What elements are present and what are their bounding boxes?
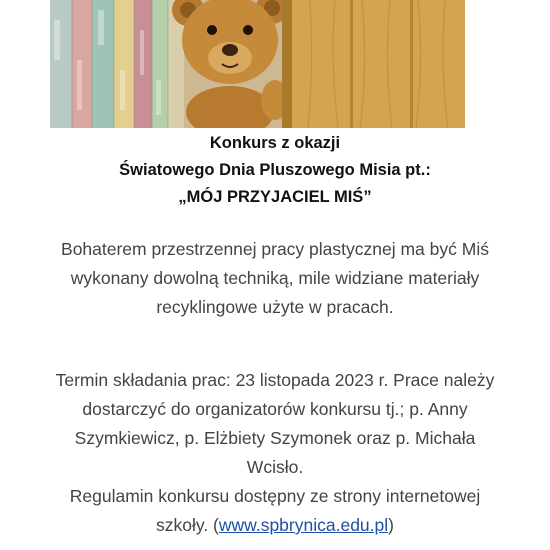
description-line-2: wykonany dowolną techniką, mile widziane materiały: [70, 268, 480, 288]
organizers-line-3: Wcisło.: [246, 457, 304, 477]
organizers-line-1: dostarczyć do organizatorów konkursu tj.; p. Anny: [82, 399, 468, 419]
deadline-line: Termin składania prac: 23 listopada 2023 r. Prace należy: [55, 370, 495, 390]
teddy-bear-photo: [50, 0, 465, 128]
contest-title-line-1: Konkurs z okazji: [209, 134, 341, 152]
organizers-line-2: Szymkiewicz, p. Elżbiety Szymonek oraz p. Michała: [74, 428, 476, 448]
rules-link-suffix: ): [388, 515, 394, 535]
description-line-1: Bohaterem przestrzennej pracy plastycznej ma być Miś: [61, 239, 489, 259]
rules-line: Regulamin konkursu dostępny ze strony internetowej: [69, 486, 481, 506]
contest-title-line-2: Światowego Dnia Pluszowego Misia pt.:: [119, 161, 431, 179]
description-line-3: recyklingowe użyte w pracach.: [156, 297, 394, 317]
school-website-link[interactable]: www.spbrynica.edu.pl: [218, 515, 389, 535]
rules-link-prefix: szkoły. (: [156, 515, 219, 535]
rules-link-line: [0, 511, 550, 541]
contest-theme-title: „MÓJ PRZYJACIEL MIŚ”: [178, 188, 372, 206]
